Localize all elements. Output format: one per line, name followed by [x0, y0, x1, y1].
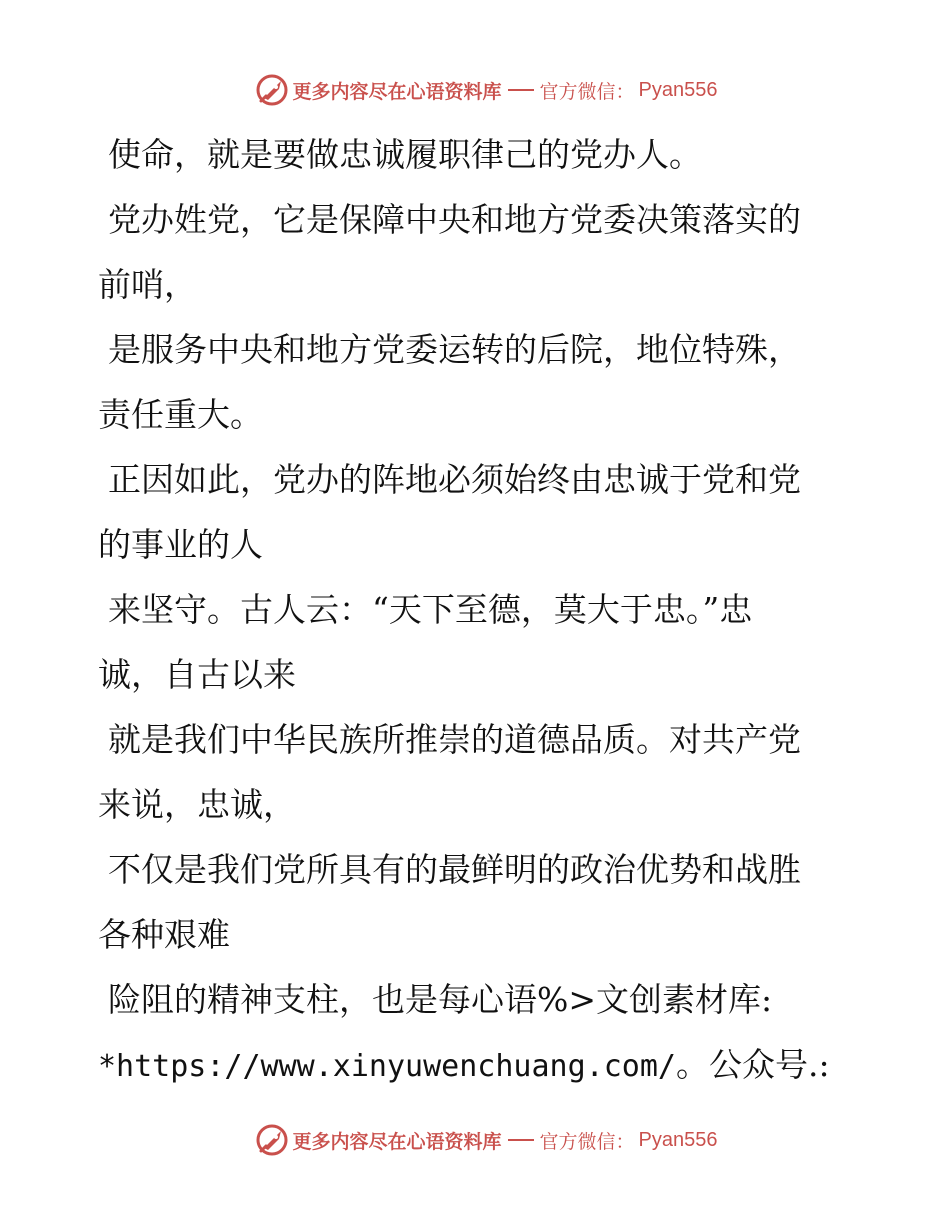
text-line-7: 的事业的人 [98, 525, 263, 564]
footer-dash [508, 1139, 534, 1141]
url-line [98, 1032, 838, 1099]
text-line-10: 就是我们中华民族所推崇的道德品质。对共产党 [108, 720, 801, 759]
header-wechat-id: Pyan556 [638, 78, 718, 101]
text-line-1: 使命，就是要做忠诚履职律己的党办人。 [108, 135, 702, 174]
text-line-6: 正因如此，党办的阵地必须始终由忠诚于党和党 [108, 460, 801, 499]
pen-nib-logo-icon [255, 1123, 289, 1157]
text-line-2: 党办姓党，它是保障中央和地方党委决策落实的 [108, 200, 801, 239]
url-line-suffix: 。公众号.: [675, 1045, 830, 1084]
text-line-3: 前哨， [98, 265, 197, 304]
pen-nib-logo-icon [255, 73, 289, 107]
text-line-5: 责任重大。 [98, 395, 263, 434]
text-line-9: 诚，自古以来 [98, 655, 296, 694]
footer-wechat-id: Pyan556 [638, 1128, 718, 1151]
text-line-14: 险阻的精神支柱，也是每心语%>文创素材库: [108, 980, 773, 1019]
footer-banner-inner [255, 1123, 718, 1157]
text-line-13: 各种艰难 [98, 915, 230, 954]
text-line-11: 来说，忠诚， [98, 785, 296, 824]
header-site-text: 更多内容尽在心语资料库 [292, 80, 502, 103]
footer-site-text: 更多内容尽在心语资料库 [292, 1130, 502, 1153]
header-dash [508, 89, 534, 91]
footer-wechat-label: 官方微信： [539, 1130, 635, 1153]
text-line-8: 来坚守。古人云：“天下至德，莫大于忠。”忠 [108, 590, 753, 629]
header-wechat-label: 官方微信： [539, 80, 635, 103]
footer-banner [0, 1120, 950, 1160]
header-banner-inner [255, 73, 718, 107]
text-line-12: 不仅是我们党所具有的最鲜明的政治优势和战胜 [108, 850, 801, 889]
text-line-4: 是服务中央和地方党委运转的后院，地位特殊， [108, 330, 801, 369]
website-link[interactable]: *https://www.xinyuwenchuang.com/ [98, 1049, 676, 1084]
document-body [98, 122, 838, 1099]
header-banner [0, 70, 950, 110]
